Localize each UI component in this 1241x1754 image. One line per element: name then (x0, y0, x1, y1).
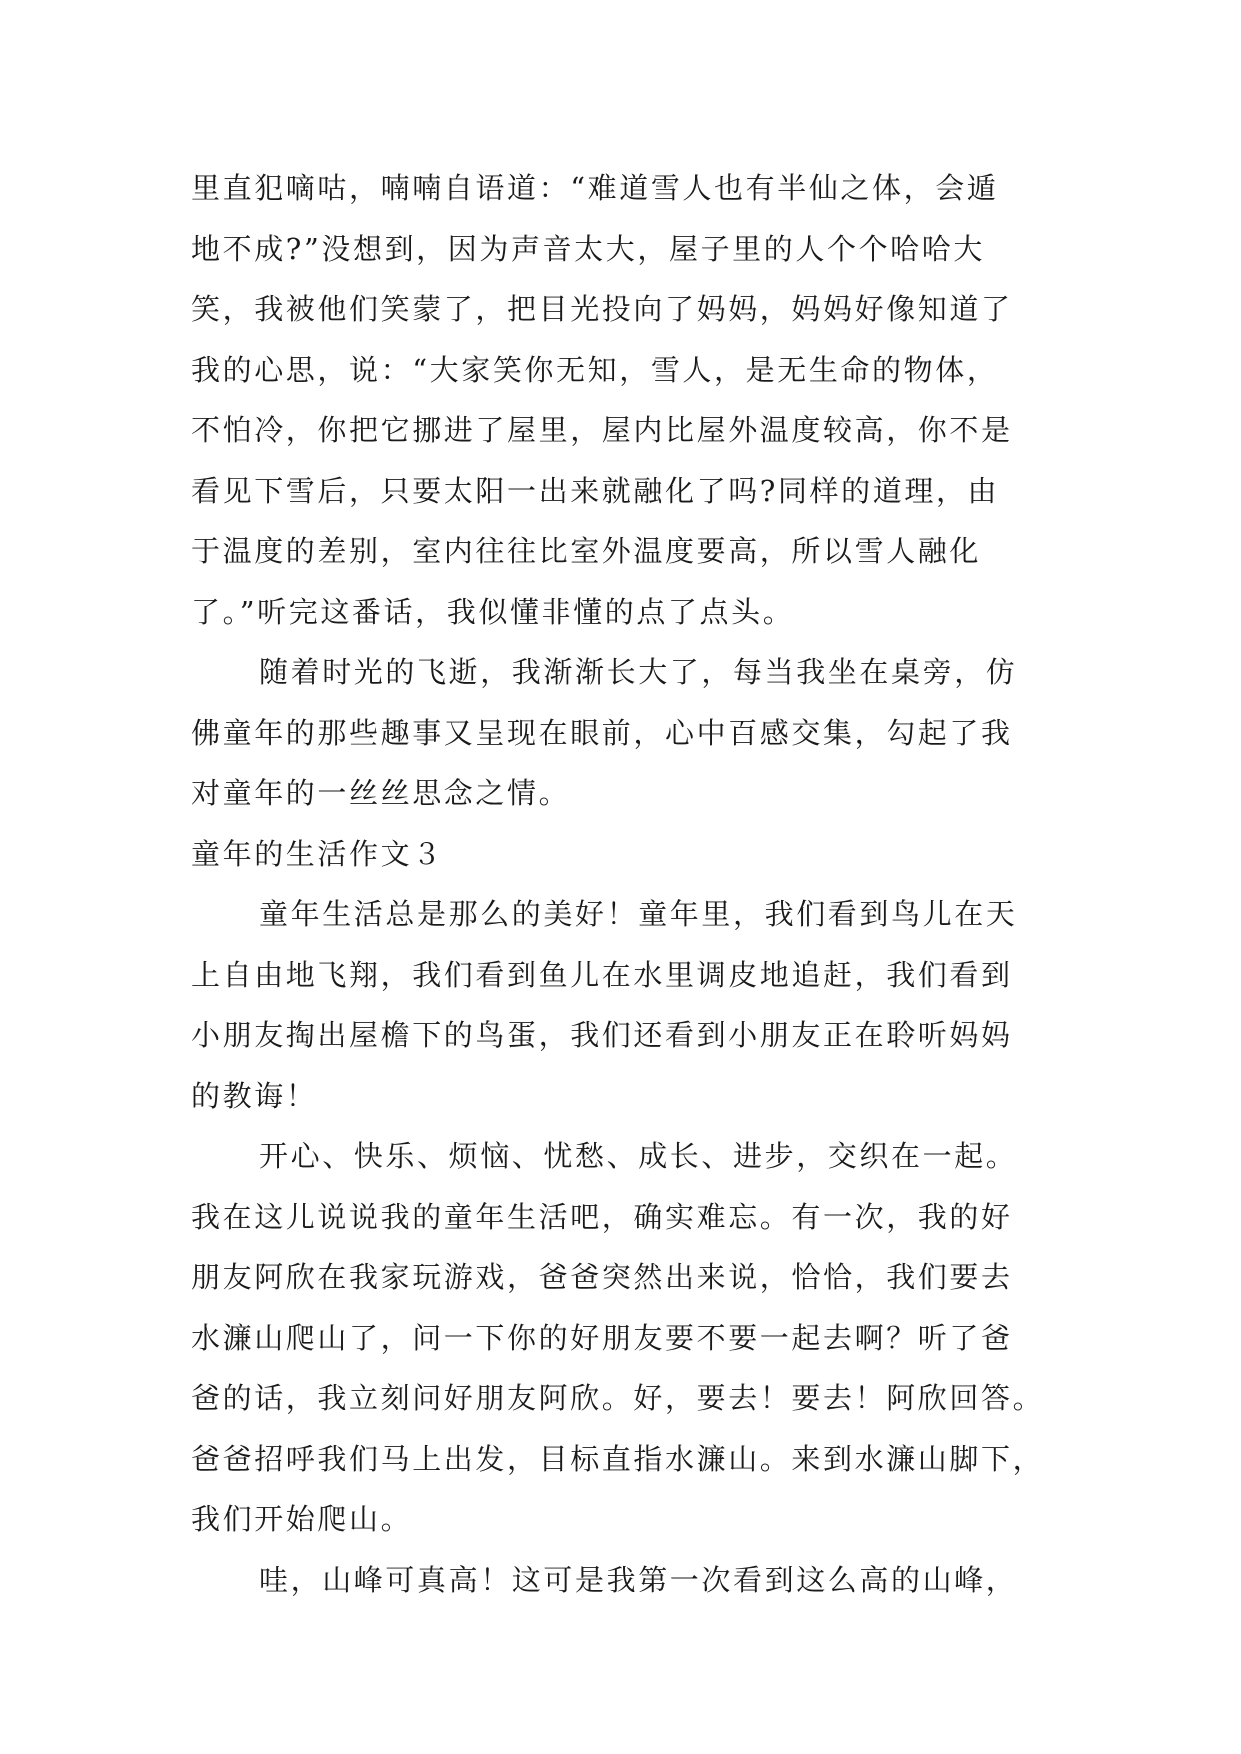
text-line: 小朋友掏出屋檐下的鸟蛋，我们还看到小朋友正在聆听妈妈 (191, 1018, 1013, 1052)
text-line: 了。”听完这番话，我似懂非懂的点了点头。 (191, 594, 795, 629)
text-line: 上自由地飞翔，我们看到鱼儿在水里调皮地追赶，我们看到 (191, 957, 1013, 992)
text-line: 我们开始爬山。 (191, 1502, 413, 1536)
text-line: 看见下雪后，只要太阳一出来就融化了吗?同样的道理，由 (191, 473, 1000, 508)
paragraph-start-line: 童年生活总是那么的美好！童年里，我们看到鸟儿在天 (259, 897, 1018, 931)
text-line: 对童年的一丝丝思念之情。 (191, 776, 571, 810)
paragraph-start-line: 开心、快乐、烦恼、忧愁、成长、进步，交织在一起。 (259, 1139, 1018, 1173)
document-body (191, 158, 1071, 1610)
text-line: 我在这儿说说我的童年生活吧，确实难忘。有一次，我的好 (191, 1199, 1013, 1234)
text-line: 不怕冷，你把它挪进了屋里，屋内比屋外温度较高，你不是 (191, 413, 1013, 447)
text-line: 水濂山爬山了，问一下你的好朋友要不要一起去啊？听了爸 (191, 1320, 1013, 1355)
text-line: 地不成?”没想到，因为声音太大，屋子里的人个个哈哈大 (191, 231, 985, 266)
paragraph-start-line: 随着时光的飞逝，我渐渐长大了，每当我坐在桌旁，仿 (259, 655, 1018, 689)
text-line: 爸的话，我立刻问好朋友阿欣。好，要去！要去！阿欣回答。 (191, 1381, 1045, 1415)
text-line: 的教诲！ (191, 1078, 318, 1113)
text-line: 我的心思，说：“大家笑你无知，雪人，是无生命的物体， (191, 352, 999, 387)
text-line: 于温度的差别，室内往往比室外温度要高，所以雪人融化 (191, 534, 982, 568)
paragraph-start-line: 哇，山峰可真高！这可是我第一次看到这么高的山峰， (259, 1562, 1018, 1597)
text-line: 朋友阿欣在我家玩游戏，爸爸突然出来说，恰恰，我们要去 (191, 1260, 1013, 1294)
text-line: 里直犯嘀咕，喃喃自语道：“难道雪人也有半仙之体，会遁 (191, 171, 999, 205)
text-line: 笑，我被他们笑蒙了，把目光投向了妈妈，妈妈好像知道了 (191, 292, 1013, 326)
text-line: 爸爸招呼我们马上出发，目标直指水濂山。来到水濂山脚下， (191, 1441, 1045, 1476)
text-line: 佛童年的那些趣事又呈现在眼前，心中百感交集，勾起了我 (191, 715, 1013, 750)
section-heading: 童年的生活作文３ (191, 836, 444, 871)
